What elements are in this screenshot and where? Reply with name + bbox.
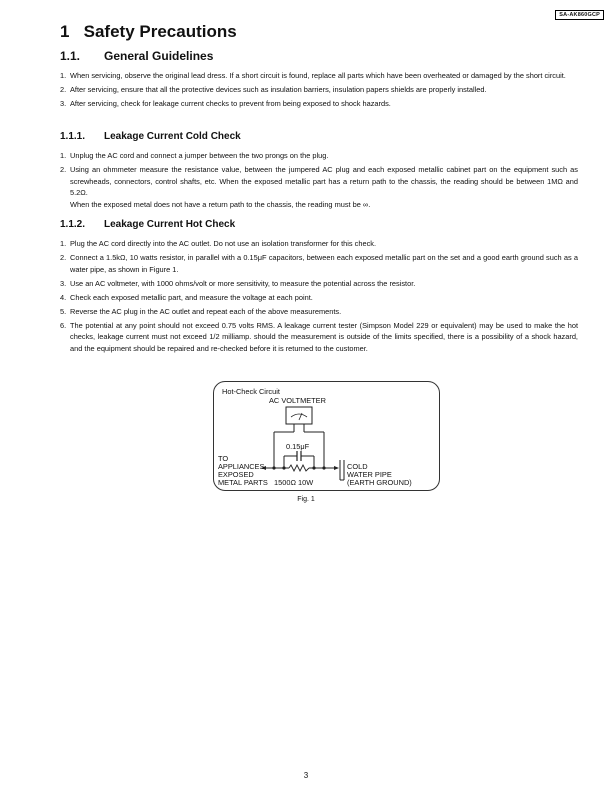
title-text: Safety Precautions [83,22,237,41]
list-item: 1. Plug the AC cord directly into the AC outlet. Do not use an isolation transformer for this check. [60,239,377,248]
section-title: General Guidelines [104,49,214,63]
section-number: 1.1.1. [60,131,86,142]
voltmeter-icon [286,407,312,424]
list-item: 6. The potential at any point should not exceed 0.75 volts RMS. A leakage current tester (Simpson Model 229 or equivalent) may be used to make the hot checks, leakage current must not exceed 1/2 milliamp. should the measurement is outside of the limits specified, there is a possibility of a shock hazard, and the equipment should be repaired and re-checked before it is returned to the customer. [60,320,578,353]
meter-scale-icon [291,414,307,417]
right-label-line: COLD [347,462,368,471]
resistor-label: 1500Ω 10W [274,478,314,487]
circuit-diagram [214,382,439,490]
left-label-line: EXPOSED [218,470,254,479]
list-item: 2. After servicing, ensure that all the protective devices such as insulation barriers, insulation papers shields are properly installed. [60,84,487,94]
left-label-line: TO [218,454,229,463]
section-number: 1.1.2. [60,219,86,230]
hot-check-circuit-figure [213,381,440,491]
section-heading-general [60,49,213,63]
page-title [60,22,237,42]
capacitor-label: 0.15μF [286,442,310,451]
page-number: 3 [303,771,309,780]
list-item: 5. Reverse the AC plug in the AC outlet and repeat each of the above measurements. [60,306,342,316]
list-item: 3. After servicing, check for leakage current checks to prevent from being exposed to shock hazards. [60,98,391,108]
section-heading-cold-check [60,131,241,142]
resistor-icon [289,465,309,471]
right-label-line: WATER PIPE [347,470,392,479]
arrow-right-icon [334,466,339,470]
figure-title: Hot-Check Circuit [222,387,280,396]
left-label-line: METAL PARTS [218,478,268,487]
list-item: 2. Connect a 1.5kΩ, 10 watts resistor, in parallel with a 0.15μF capacitors, between each exposed metallic part on the set and a good earth ground such as a water pipe, as shown in Figure 1. [60,252,578,274]
section-heading-hot-check [60,219,235,230]
list-item: 2. Using an ohmmeter measure the resistance value, between the jumpered AC plug and each exposed metallic cabinet part on the equipment such as screwheads, connectors, control shafts, etc. When the exposed metallic part has a return path to the chassis, the reading should be between 1MΩ and 5.2Ω. When the exposed metal does not have a return path to the chassis, the reading must be ∞. [60,164,578,209]
title-number: 1 [60,22,70,41]
infinity-note: When the exposed metal does not have a return path to the chassis, the reading must be ∞. [70,199,371,209]
general-guidelines-list [60,70,578,112]
hot-check-list [60,238,578,357]
left-label-line: APPLIANCES [218,462,265,471]
list-item: 4. Check each exposed metallic part, and measure the voltage at each point. [60,292,313,302]
figure-caption: Fig. 1 [297,496,315,503]
list-item: 1. When servicing, observe the original lead dress. If a short circuit is found, replace all parts which have been overheated or damaged by the short circuit. [60,71,566,80]
cold-check-list [60,150,578,213]
list-item: 3. Use an AC voltmeter, with 1000 ohms/volt or more sensitivity, to measure the potential across the resistor. [60,278,416,288]
section-title: Leakage Current Hot Check [104,219,236,230]
right-label-line: (EARTH GROUND) [347,478,412,487]
model-number-box: SA-AK860GCP [555,10,604,20]
section-title: Leakage Current Cold Check [104,131,241,142]
voltmeter-label: AC VOLTMETER [269,396,326,405]
list-item: 1. Unplug the AC cord and connect a jumper between the two prongs on the plug. [60,151,329,160]
section-number: 1.1. [60,49,81,63]
